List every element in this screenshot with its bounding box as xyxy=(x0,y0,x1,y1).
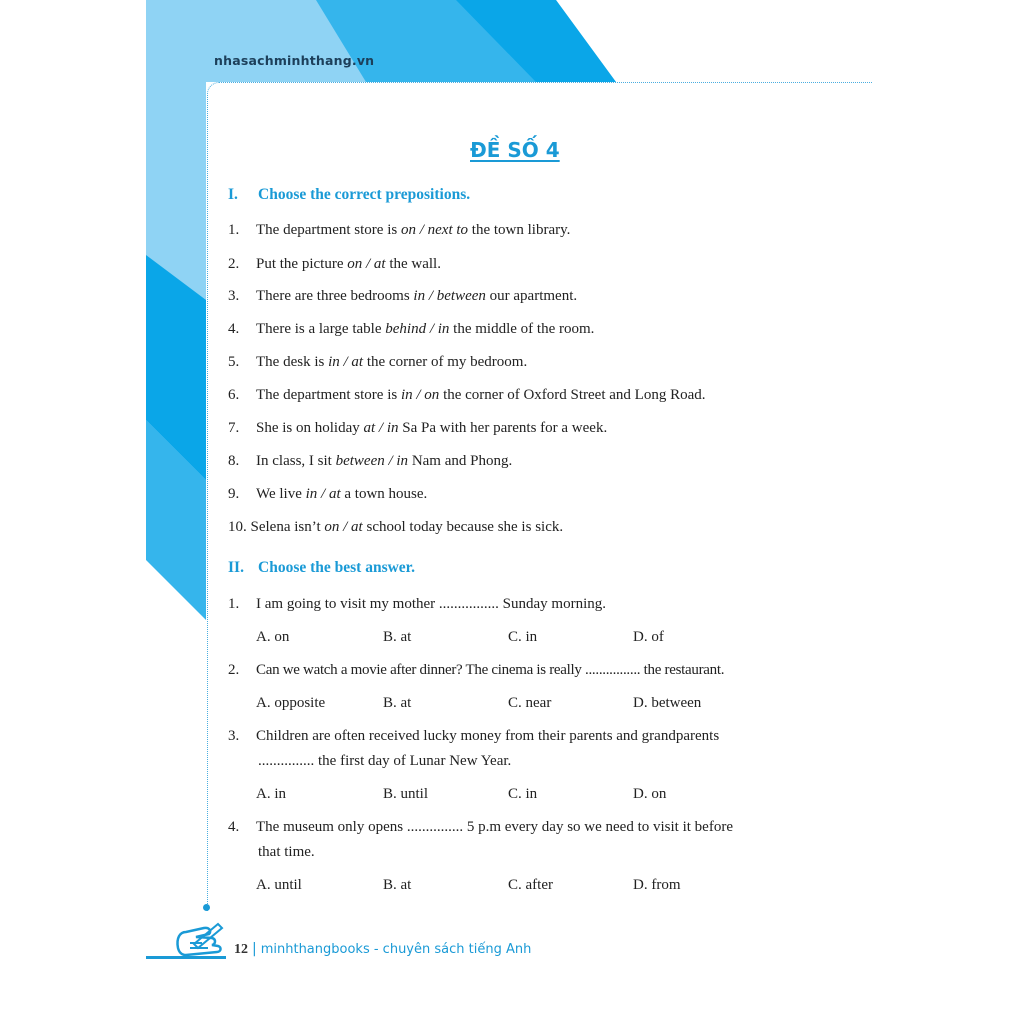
question-3: 3. Children are often received lucky money from their parents and grandparents xyxy=(228,728,720,744)
option: C. in xyxy=(508,786,538,802)
exercise-item: 3. There are three bedrooms in / between our apartment. xyxy=(228,288,578,304)
section-heading-1 xyxy=(228,186,470,204)
section-number: II. xyxy=(228,559,244,576)
question-4: 4. The museum only opens ............... 5 p.m every day so we need to visit it before xyxy=(228,819,733,835)
option: A. on xyxy=(256,629,290,645)
option: A. in xyxy=(256,786,286,802)
footer-brand: minhthangbooks - chuyên sách tiếng Anh xyxy=(260,942,532,957)
question-3-continued: ............... the first day of Lunar New Year. xyxy=(258,753,512,769)
option: B. at xyxy=(383,629,412,645)
page-content xyxy=(146,0,872,1017)
section-title: Choose the best answer. xyxy=(258,559,416,576)
option: D. between xyxy=(633,695,702,711)
option: D. of xyxy=(633,629,664,645)
question-2: 2. Can we watch a movie after dinner? The cinema is really ................ the restaurant. xyxy=(228,662,725,678)
footer-separator: | xyxy=(252,941,257,957)
page-title: ĐỀ SỐ 4 xyxy=(470,138,560,162)
exercise-item: 1. The department store is on / next to the town library. xyxy=(228,222,571,238)
exercise-item: 10. Selena isn’t on / at school today because she is sick. xyxy=(228,519,564,535)
section-number: I. xyxy=(228,186,238,203)
option: C. near xyxy=(508,695,552,711)
option: A. until xyxy=(256,877,302,893)
exercise-item: 7. She is on holiday at / in Sa Pa with her parents for a week. xyxy=(228,420,608,436)
section-title: Choose the correct prepositions. xyxy=(258,186,471,203)
exercise-item: 5. The desk is in / at the corner of my bedroom. xyxy=(228,354,528,370)
option: D. from xyxy=(633,877,681,893)
option: D. on xyxy=(633,786,667,802)
exercise-item: 2. Put the picture on / at the wall. xyxy=(228,256,441,272)
question-1: 1. I am going to visit my mother ................ Sunday morning. xyxy=(228,596,606,612)
question-4-continued: that time. xyxy=(258,844,315,860)
section-heading-2 xyxy=(228,559,415,577)
option: C. after xyxy=(508,877,553,893)
option: B. at xyxy=(383,877,412,893)
option: B. until xyxy=(383,786,429,802)
exercise-item: 8. In class, I sit between / in Nam and Phong. xyxy=(228,453,513,469)
exercise-item: 6. The department store is in / on the corner of Oxford Street and Long Road. xyxy=(228,387,706,403)
option: A. opposite xyxy=(256,695,326,711)
exercise-item: 9. We live in / at a town house. xyxy=(228,486,428,502)
exercise-item: 4. There is a large table behind / in the middle of the room. xyxy=(228,321,595,337)
site-url: nhasachminhthang.vn xyxy=(214,53,375,68)
page-number: 12 xyxy=(234,942,248,957)
option: C. in xyxy=(508,629,538,645)
option: B. at xyxy=(383,695,412,711)
